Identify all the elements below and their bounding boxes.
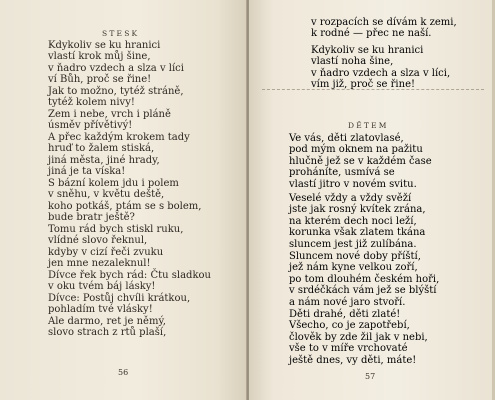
verse-line: Dívce: Postůj chvíli krátkou,: [48, 292, 191, 304]
verse-line: Veselé vždy a vždy svěží: [289, 193, 412, 204]
verse-line: pohladím tvé vlásky!: [48, 304, 153, 316]
verse-line: Děti drahé, děti zlaté!: [289, 309, 401, 320]
verse-line: S bázní kolem jdu i polem: [48, 178, 179, 189]
stanza: [48, 132, 190, 178]
verse-line: v sněhu, v květu deště,: [48, 189, 165, 201]
verse-line: sluncem jest již zulíbána.: [289, 238, 417, 250]
verse-line: bude bratr ještě?: [48, 212, 135, 224]
verse-line: a nám nové jaro stvoří.: [289, 296, 406, 308]
stanza: [289, 251, 439, 308]
verse-line: hlučně jež se v každém čase: [289, 155, 432, 167]
stanza: [48, 86, 184, 132]
stanza: [311, 45, 450, 91]
verse-line: po tom dlouhém českém hoři,: [289, 273, 440, 285]
verse-line: Všecho, co je zapotřebí,: [289, 320, 410, 332]
verse-line: kdyby v cizí řeči zvuku: [48, 246, 164, 258]
verse-line: vlastí noha šine,: [311, 56, 394, 68]
verse-line: Kdykoliv se ku hranici: [48, 40, 161, 51]
verse-line: v rozpacích se dívám k zemi,: [311, 17, 457, 28]
verse-line: v oku tvém báj lásky!: [48, 281, 156, 293]
verse-line: vlastí jitro v novém svitu.: [289, 178, 417, 190]
verse-line: člověk by zde žil jak v nebi,: [289, 331, 428, 343]
left-page: [0, 0, 247, 400]
verse-line: jiná je ta víska!: [48, 166, 126, 178]
verse-line: proháníte, usmívá se: [289, 167, 395, 179]
verse-line: A přec každým krokem tady: [48, 132, 190, 143]
verse-line: v ňadro vzdech a slza v líci: [48, 62, 184, 74]
verse-line: Dívce řek bych rád: Čtu sladkou: [48, 270, 211, 281]
verse-line: koho potkáš, ptám se s bolem,: [48, 200, 202, 212]
stanza: [48, 224, 183, 270]
section-divider: [262, 89, 484, 90]
page-number: 56: [118, 368, 129, 377]
verse-line: na kterém dech noci leží,: [289, 215, 417, 227]
stanza: [48, 178, 201, 224]
verse-line: v ňadro vzdech a slza v líci,: [311, 67, 451, 79]
verse-line: jiná města, jiné hrady,: [48, 154, 160, 166]
verse-line: jste jak rosný kvítek zrána,: [289, 204, 426, 216]
verse-line: Jak to možno, tytéž stráně,: [48, 86, 184, 97]
stanza: [48, 316, 166, 339]
verse-line: k rodné — přec ne naší.: [311, 28, 432, 40]
verse-line: tytéž kolem nivy!: [48, 97, 135, 109]
verse-line: Sluncem nové doby příští,: [289, 251, 421, 262]
verse-line: Ve vás, děti zlatovlasé,: [289, 133, 404, 144]
verse-line: úsměv přívětivý!: [48, 120, 133, 132]
verse-line: hruď to žalem stiská,: [48, 143, 155, 155]
stanza: [289, 309, 428, 366]
stanza: [311, 17, 457, 40]
verse-line: pod mým oknem na pažitu: [289, 144, 423, 156]
stanza: [289, 133, 432, 190]
page-number: 57: [365, 372, 376, 381]
verse-line: jež nám kyne velkou zoří,: [289, 262, 418, 274]
poem-title-detem: DĚTEM: [348, 121, 389, 130]
verse-line: Kdykoliv se ku hranici: [311, 45, 424, 56]
verse-line: vlastí krok můj šine,: [48, 51, 151, 63]
verse-line: vše to v míře vrchovaté: [289, 343, 408, 355]
verse-line: Zem i nebe, vrch i pláně: [48, 108, 171, 120]
stanza: [289, 193, 426, 250]
poem-title-stesk: STESK: [102, 29, 140, 38]
verse-line: v srdéčkách vám jež se blýští: [289, 285, 437, 297]
verse-line: slovo strach z rtů plaší,: [48, 327, 167, 339]
verse-line: vím již, proč se řine!: [311, 79, 415, 91]
verse-line: ještě dnes, vy děti, máte!: [289, 354, 417, 366]
verse-line: korunka však zlatem tkána: [289, 227, 426, 239]
verse-line: Ale darmo, ret je němý,: [48, 316, 166, 327]
verse-line: jen mne nezaleknul!: [48, 258, 151, 270]
stanza: [48, 40, 184, 86]
stanza: [48, 270, 211, 316]
verse-line: vlídné slovo řeknul,: [48, 235, 148, 247]
verse-line: Tomu rád bych stiskl ruku,: [48, 224, 184, 235]
verse-line: ví Bůh, proč se řine!: [48, 74, 152, 86]
